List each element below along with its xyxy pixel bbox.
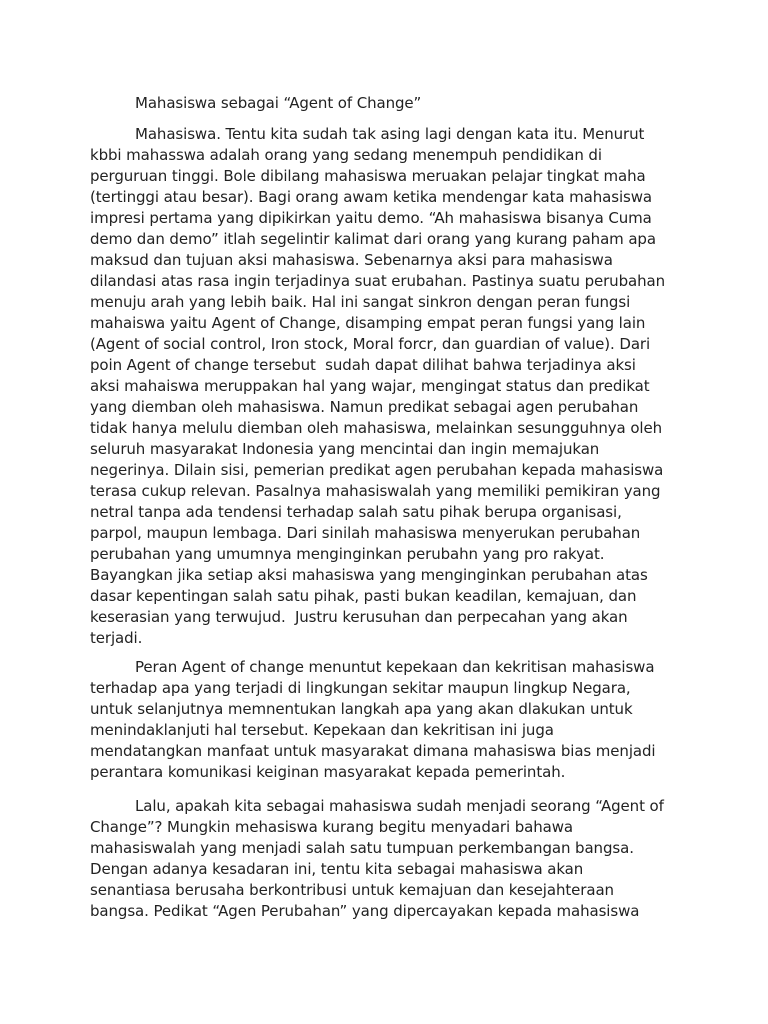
paragraph-line: bangsa. Pedikat “Agen Perubahan” yang dipercayakan kepada mahasiswa [90, 902, 640, 920]
paragraph-line: maksud dan tujuan aksi mahasiswa. Sebenarnya aksi para mahasiswa [90, 251, 613, 269]
paragraph-line: mahasiswalah yang menjadi salah satu tumpuan perkembangan bangsa. [90, 839, 634, 857]
paragraph-line: terasa cukup relevan. Pasalnya mahasiswalah yang memiliki pemikiran yang [90, 482, 661, 500]
paragraph-1 [90, 124, 690, 649]
paragraph-line: (Agent of social control, Iron stock, Moral forcr, dan guardian of value). Dari [90, 335, 651, 353]
paragraph-line: poin Agent of change tersebut sudah dapat dilihat bahwa terjadinya aksi [90, 356, 636, 374]
paragraph-line: impresi pertama yang dipikirkan yaitu demo. “Ah mahasiswa bisanya Cuma [90, 209, 652, 227]
paragraph-line: seluruh masyarakat Indonesia yang mencintai dan ingin memajukan [90, 440, 600, 458]
paragraph-line: (tertinggi atau besar). Bagi orang awam ketika mendengar kata mahasiswa [90, 188, 652, 206]
document-title: Mahasiswa sebagai “Agent of Change” [135, 94, 422, 112]
paragraph-line: menuju arah yang lebih baik. Hal ini sangat sinkron dengan peran fungsi [90, 293, 631, 311]
paragraph-line: keserasian yang terwujud. Justru kerusuhan dan perpecahan yang akan [90, 608, 628, 626]
paragraph-line: Lalu, apakah kita sebagai mahasiswa sudah menjadi seorang “Agent of [135, 797, 664, 815]
paragraph-line: terhadap apa yang terjadi di lingkungan sekitar maupun lingkup Negara, [90, 679, 631, 697]
paragraph-line: menindaklanjuti hal tersebut. Kepekaan dan kekritisan ini juga [90, 721, 554, 739]
paragraph-line: Peran Agent of change menuntut kepekaan dan kekritisan mahasiswa [135, 658, 655, 676]
paragraph-line: kbbi mahasswa adalah orang yang sedang menempuh pendidikan di [90, 146, 602, 164]
paragraph-line: negerinya. Dilain sisi, pemerian predikat agen perubahan kepada mahasiswa [90, 461, 664, 479]
paragraph-line: Mahasiswa. Tentu kita sudah tak asing lagi dengan kata itu. Menurut [135, 125, 645, 143]
paragraph-line: mahaiswa yaitu Agent of Change, disamping empat peran fungsi yang lain [90, 314, 646, 332]
paragraph-line: perguruan tinggi. Bole dibilang mahasiswa meruakan pelajar tingkat maha [90, 167, 646, 185]
paragraph-line: netral tanpa ada tendensi terhadap salah satu pihak berupa organisasi, [90, 503, 622, 521]
paragraph-line: parpol, maupun lembaga. Dari sinilah mahasiswa menyerukan perubahan [90, 524, 641, 542]
paragraph-line: mendatangkan manfaat untuk masyarakat dimana mahasiswa bias menjadi [90, 742, 656, 760]
paragraph-line: Bayangkan jika setiap aksi mahasiswa yang menginginkan perubahan atas [90, 566, 648, 584]
paragraph-line: terjadi. [90, 629, 143, 647]
paragraph-line: senantiasa berusaha berkontribusi untuk kemajuan dan kesejahteraan [90, 881, 614, 899]
paragraph-line: untuk selanjutnya memnentukan langkah apa yang akan dlakukan untuk [90, 700, 633, 718]
paragraph-line: yang diemban oleh mahasiswa. Namun predikat sebagai agen perubahan [90, 398, 639, 416]
paragraph-line: perubahan yang umumnya menginginkan perubahn yang pro rakyat. [90, 545, 605, 563]
paragraph-line: tidak hanya melulu diemban oleh mahasiswa, melainkan sesungguhnya oleh [90, 419, 662, 437]
paragraph-line: demo dan demo” itlah segelintir kalimat dari orang yang kurang paham apa [90, 230, 656, 248]
paragraph-3 [90, 796, 690, 922]
paragraph-line: dilandasi atas rasa ingin terjadinya suat erubahan. Pastinya suatu perubahan [90, 272, 666, 290]
paragraph-2 [90, 657, 690, 783]
paragraph-line: Change”? Mungkin mehasiswa kurang begitu menyadari bahawa [90, 818, 573, 836]
paragraph-line: Dengan adanya kesadaran ini, tentu kita sebagai mahasiswa akan [90, 860, 584, 878]
paragraph-line: dasar kepentingan salah satu pihak, pasti bukan keadilan, kemajuan, dan [90, 587, 637, 605]
paragraph-line: aksi mahaiswa meruppakan hal yang wajar, mengingat status dan predikat [90, 377, 650, 395]
paragraph-line: perantara komunikasi keiginan masyarakat kepada pemerintah. [90, 763, 566, 781]
